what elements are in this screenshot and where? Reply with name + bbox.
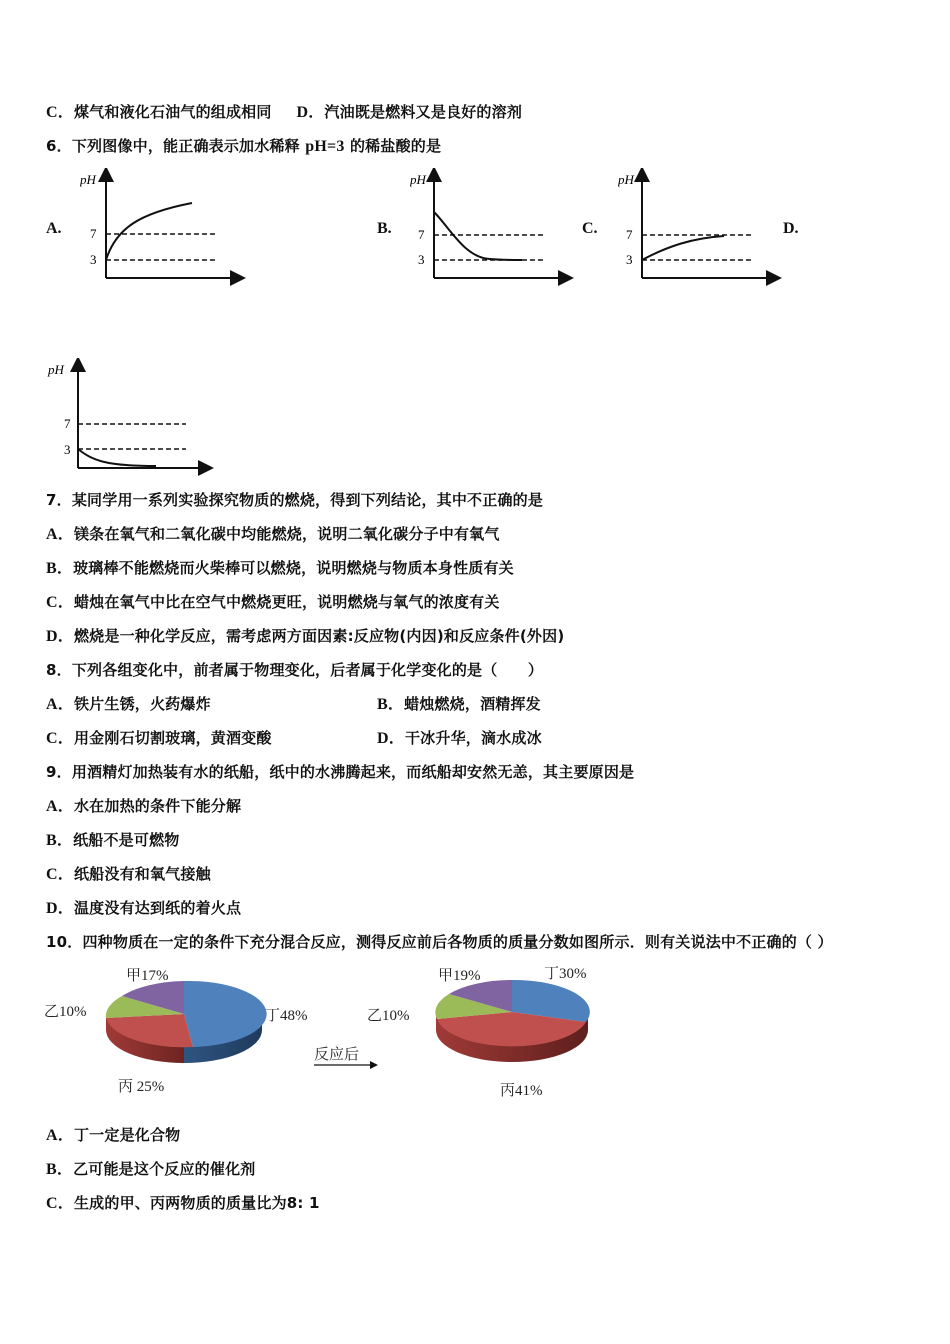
question-text: 的稀盐酸的是 (344, 137, 442, 155)
question-text: 下列各组变化中，前者属于物理变化，后者属于化学变化的是（ ） (71, 661, 544, 679)
q8-option-c: C．用金刚石切割玻璃，黄酒变酸 (46, 729, 272, 747)
q8-option-d: D．干冰升华，滴水成冰 (377, 729, 542, 747)
graph-option-b-label: B. (377, 220, 392, 237)
pie-before (44, 967, 308, 1095)
q10-stem (46, 932, 833, 952)
q7-option-b: B．玻璃棒不能燃烧而火柴棒可以燃烧，说明燃烧与物质本身性质有关 (46, 559, 514, 577)
pie-after-label-ding: 丁30% (544, 966, 587, 982)
question-text: 某同学用一系列实验探究物质的燃烧，得到下列结论，其中不正确的是 (71, 491, 544, 509)
pie-after (367, 965, 590, 1099)
graph-option-c-label: C. (582, 220, 598, 237)
question-number: 10． (46, 933, 83, 951)
pie-before-label-ding: 丁48% (265, 1008, 308, 1024)
question-number: 9． (46, 763, 72, 781)
pie-before-label-bing: 丙 25% (118, 1079, 165, 1095)
q8-option-a: A．铁片生锈，火药爆炸 (46, 695, 211, 713)
q6-stem (46, 136, 441, 157)
ph-graph-b (410, 168, 580, 286)
question-number: 6． (46, 137, 72, 155)
reaction-arrow (314, 1046, 378, 1069)
pie-after-label-yi: 乙10% (367, 1008, 410, 1024)
q5-options-cd (46, 102, 522, 123)
question-text: 用酒精灯加热装有水的纸船，纸中的水沸腾起来，而纸船却安然无恙，其主要原因是 (71, 763, 635, 781)
q10-option-b: B．乙可能是这个反应的催化剂 (46, 1160, 256, 1178)
svg-text:pH: pH (410, 172, 426, 187)
option-label: D． (296, 104, 325, 121)
graph-option-a-label: A. (46, 220, 62, 237)
question-text: 四种物质在一定的条件下充分混合反应，测得反应前后各物质的质量分数如图所示．则有关说法中不正确的（ ） (82, 933, 833, 951)
ph-value: pH=3 (305, 138, 345, 155)
pie-before-label-jia: 甲17% (126, 968, 169, 984)
pie-charts (40, 960, 620, 1105)
tick-3: 3 (90, 252, 97, 267)
svg-text:7: 7 (626, 227, 633, 242)
ph-axis-label: pH (80, 172, 96, 187)
option-text: 煤气和液化石油气的组成相同 (73, 103, 272, 121)
ph-graph-c (618, 168, 788, 286)
question-number: 8． (46, 661, 72, 679)
svg-text:7: 7 (64, 416, 71, 431)
q8-option-b: B．蜡烛燃烧，酒精挥发 (377, 695, 541, 713)
svg-text:pH: pH (48, 362, 64, 377)
question-number: 7． (46, 491, 72, 509)
svg-text:3: 3 (418, 252, 425, 267)
option-label: C． (46, 104, 74, 121)
q9-option-d: D．温度没有达到纸的着火点 (46, 899, 242, 917)
q7-stem (46, 490, 543, 510)
q10-option-a: A．丁一定是化合物 (46, 1126, 181, 1144)
svg-text:3: 3 (64, 442, 71, 457)
q7-option-d: D．燃烧是一种化学反应，需考虑两方面因素:反应物(内因)和反应条件(外因) (46, 627, 565, 645)
pie-before-label-yi: 乙10% (44, 1004, 87, 1020)
tick-7: 7 (90, 226, 97, 241)
q9-option-a: A．水在加热的条件下能分解 (46, 797, 242, 815)
pie-after-label-bing: 丙41% (500, 1083, 543, 1099)
q10-option-c: C．生成的甲、丙两物质的质量比为8: 1 (46, 1194, 320, 1212)
arrow-label: 反应后 (314, 1047, 360, 1063)
q9-option-c: C．纸船没有和氧气接触 (46, 865, 211, 883)
q7-option-a: A．镁条在氧气和二氧化碳中均能燃烧，说明二氧化碳分子中有氧气 (46, 525, 500, 543)
svg-text:3: 3 (626, 252, 633, 267)
option-text: 汽油既是燃料又是良好的溶剂 (324, 103, 523, 121)
question-text: 下列图像中，能正确表示加水稀释 (71, 137, 306, 155)
q9-stem (46, 762, 634, 782)
svg-text:7: 7 (418, 227, 425, 242)
q9-option-b: B．纸船不是可燃物 (46, 831, 180, 849)
ph-graph-a (80, 168, 250, 286)
ph-graph-d (44, 358, 214, 476)
q8-stem (46, 660, 543, 680)
svg-text:pH: pH (618, 172, 634, 187)
pie-after-label-jia: 甲19% (438, 968, 481, 984)
q7-option-c: C．蜡烛在氧气中比在空气中燃烧更旺，说明燃烧与氧气的浓度有关 (46, 593, 500, 611)
graph-option-d-label: D. (783, 220, 799, 237)
